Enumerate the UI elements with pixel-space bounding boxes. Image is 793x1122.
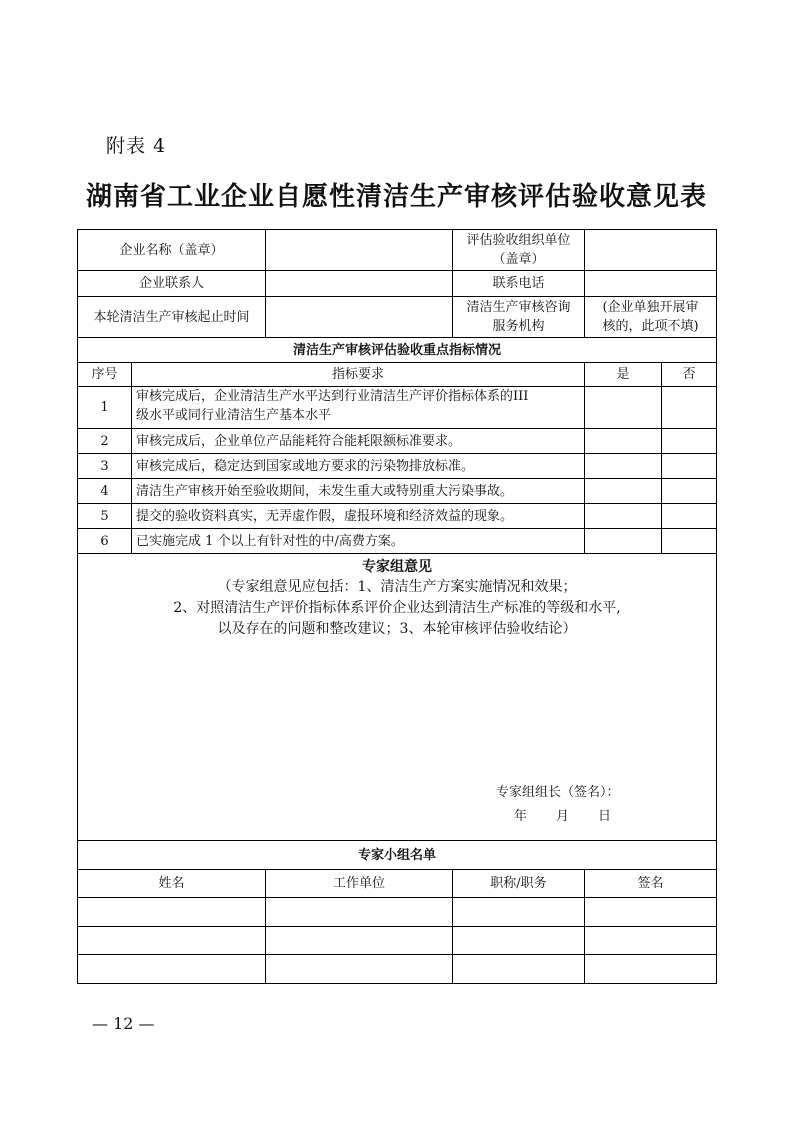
date-month-label: 月 xyxy=(556,809,570,824)
form-table xyxy=(77,229,717,984)
company-name-field[interactable] xyxy=(266,230,453,271)
indicator-row-no: 2 xyxy=(78,429,132,454)
expert-name-field[interactable] xyxy=(78,955,266,983)
contact-field[interactable] xyxy=(266,271,453,297)
indicator-row-no: 5 xyxy=(78,504,132,529)
phone-field[interactable] xyxy=(585,271,716,297)
phone-label: 联系电话 xyxy=(453,271,585,297)
indicator-row-no-checkbox[interactable] xyxy=(662,504,716,529)
indicator-row-no-checkbox[interactable] xyxy=(662,479,716,504)
consult-agency-label xyxy=(453,297,585,338)
indicator-row-no: 6 xyxy=(78,529,132,554)
expert-header-title: 职称/职务 xyxy=(453,870,585,898)
indicator-header-no: 序号 xyxy=(78,363,132,387)
indicator-row-no-checkbox[interactable] xyxy=(662,529,716,554)
indicator-row-yes-checkbox[interactable] xyxy=(585,454,662,479)
expert-header-sign: 签名 xyxy=(585,870,716,898)
org-unit-field[interactable] xyxy=(585,230,716,271)
org-unit-label-line1: 评估验收组织单位 xyxy=(466,233,571,248)
audit-period-field[interactable] xyxy=(266,297,453,338)
expert-opinion-title: 专家组意见 xyxy=(362,559,432,575)
indicator-row-no-checkbox[interactable] xyxy=(662,454,716,479)
expert-header-name: 姓名 xyxy=(78,870,266,898)
indicator-row-req-line2: 级水平或同行业清洁生产基本水平 xyxy=(136,408,332,423)
indicator-row-req xyxy=(132,387,585,429)
expert-unit-field[interactable] xyxy=(266,955,453,983)
consult-agency-label-line2: 服务机构 xyxy=(492,319,545,334)
expert-opinion-box[interactable] xyxy=(78,554,716,841)
indicator-header-req: 指标要求 xyxy=(132,363,585,387)
date-year-label: 年 xyxy=(514,809,528,824)
consult-agency-label-line1: 清洁生产审核咨询 xyxy=(466,300,571,315)
indicator-header-no-col: 否 xyxy=(662,363,716,387)
contact-label: 企业联系人 xyxy=(78,271,266,297)
expert-opinion-instruction-2: 2、对照清洁生产评价指标体系评价企业达到清洁生产标准的等级和水平, xyxy=(173,600,621,616)
indicator-row-no-checkbox[interactable] xyxy=(662,387,716,429)
indicator-row-req: 提交的验收资料真实，无弄虚作假，虚报环境和经济效益的现象。 xyxy=(132,504,585,529)
indicator-row-req: 已实施完成 1 个以上有针对性的中/高费方案。 xyxy=(132,529,585,554)
date-day-label: 日 xyxy=(598,809,612,824)
indicator-row-yes-checkbox[interactable] xyxy=(585,429,662,454)
expert-unit-field[interactable] xyxy=(266,898,453,927)
indicator-row-yes-checkbox[interactable] xyxy=(585,529,662,554)
expert-sign-field[interactable] xyxy=(585,955,716,983)
indicator-row-req: 清洁生产审核开始至验收期间，未发生重大或特别重大污染事故。 xyxy=(132,479,585,504)
expert-header-unit: 工作单位 xyxy=(266,870,453,898)
annex-label: 附表 4 xyxy=(106,135,167,157)
expert-name-field[interactable] xyxy=(78,927,266,955)
indicator-row-yes-checkbox[interactable] xyxy=(585,479,662,504)
indicator-row-no: 1 xyxy=(78,387,132,429)
org-unit-label xyxy=(453,230,585,271)
expert-sign-field[interactable] xyxy=(585,927,716,955)
expert-unit-field[interactable] xyxy=(266,927,453,955)
expert-sign-field[interactable] xyxy=(585,898,716,927)
consult-note-line1: (企业单独开展审 xyxy=(602,300,699,315)
expert-title-field[interactable] xyxy=(453,898,585,927)
audit-period-label: 本轮清洁生产审核起止时间 xyxy=(78,297,266,338)
expert-title-field[interactable] xyxy=(453,927,585,955)
indicator-row-no: 3 xyxy=(78,454,132,479)
consult-note-line2: 核的，此项不填) xyxy=(602,319,699,334)
consult-agency-note xyxy=(585,297,716,338)
company-name-label: 企业名称（盖章） xyxy=(78,230,266,271)
indicator-row-yes-checkbox[interactable] xyxy=(585,504,662,529)
expert-opinion-instruction-3: 以及存在的问题和整改建议；3、本轮审核评估验收结论） xyxy=(217,621,577,637)
expert-title-field[interactable] xyxy=(453,955,585,983)
expert-opinion-instruction-1: （专家组意见应包括：1、清洁生产方案实施情况和效果； xyxy=(217,579,577,595)
indicator-row-no-checkbox[interactable] xyxy=(662,429,716,454)
indicator-row-yes-checkbox[interactable] xyxy=(585,387,662,429)
indicator-row-req: 审核完成后，稳定达到国家或地方要求的污染物排放标准。 xyxy=(132,454,585,479)
indicator-header-yes: 是 xyxy=(585,363,662,387)
form-title: 湖南省工业企业自愿性清洁生产审核评估验收意见表 xyxy=(85,182,707,212)
indicators-section-title: 清洁生产审核评估验收重点指标情况 xyxy=(78,338,716,363)
indicator-row-req-line1: 审核完成后，企业清洁生产水平达到行业清洁生产评价指标体系的III xyxy=(136,389,529,404)
expert-list-title: 专家小组名单 xyxy=(78,841,716,870)
page-number: — 12 — xyxy=(92,1014,155,1033)
expert-name-field[interactable] xyxy=(78,898,266,927)
indicator-row-no: 4 xyxy=(78,479,132,504)
leader-signature-label: 专家组组长（签名）： xyxy=(496,785,620,800)
org-unit-label-line2: （盖章） xyxy=(492,252,545,267)
indicator-row-req: 审核完成后，企业单位产品能耗符合能耗限额标准要求。 xyxy=(132,429,585,454)
